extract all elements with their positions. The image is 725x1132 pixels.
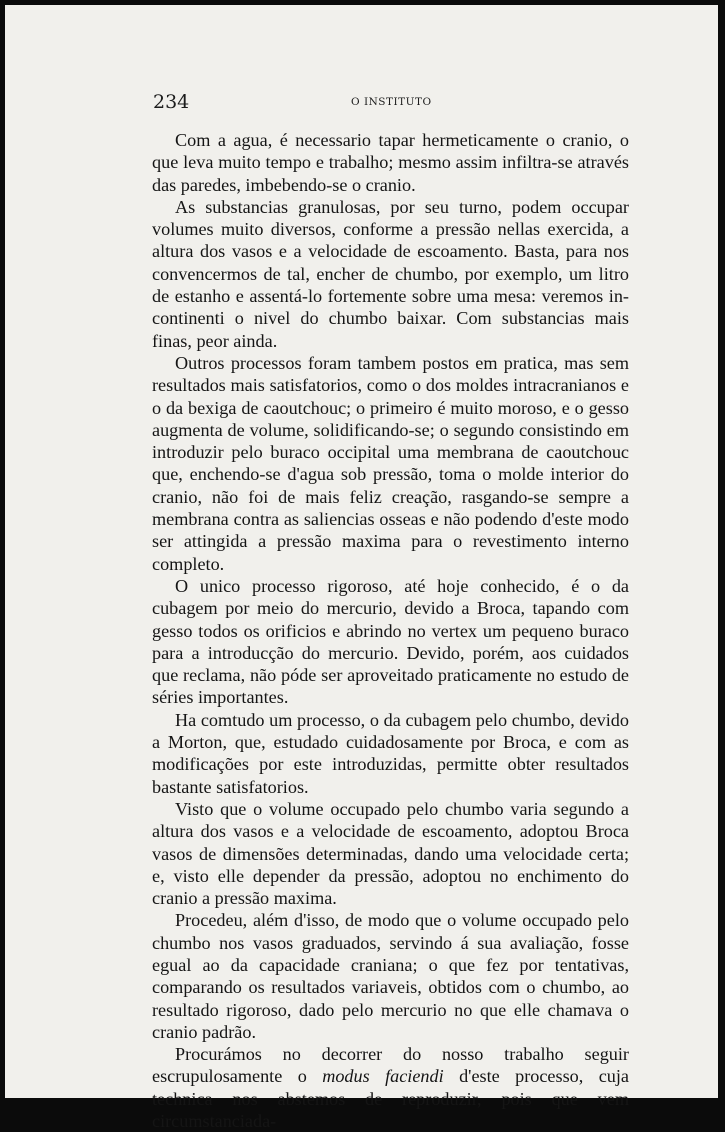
- page-number: 234: [153, 91, 190, 113]
- paragraph-8: [152, 1043, 629, 1132]
- paragraph-4: O unico processo rigoroso, até hoje conhecido, é o da cubagem por meio do mercurio, devido a Broca, tapando com gesso todos os orificios e abrindo no vertex um pequeno buraco para a introducção do mercurio. Devido, porém, aos cuidados que reclama, não póde ser aproveitado praticamente no estudo de séries importantes.: [152, 575, 629, 708]
- paragraph-8-end: d'este processo, cuja technica nos abstemos de reproduzir, pois que vem circumstanciada-: [152, 1066, 629, 1132]
- paragraph-3: Outros processos foram tambem postos em pratica, mas sem resultados mais satisfatorios, como o dos moldes intracranianos e o da bexiga de caoutchouc; o primeiro é muito moroso, e o gesso augmenta de volume, solidificando-se; o segundo consistindo em introduzir pelo buraco occipital uma membrana de caoutchouc que, enchendo-se d'agua sob pressão, toma o molde interior do cranio, não foi de mais feliz creação, rasgando-se sempre a membrana contra as saliencias osseas e não podendo d'este modo ser attingida a pressão maxima para o revestimento interno completo.: [152, 352, 629, 574]
- paragraph-5: Ha comtudo um processo, o da cubagem pelo chumbo, devido a Morton, que, estudado cuidadosamente por Broca, e com as modificações por este introduzidas, permitte obter resultados bastante satisfatorios.: [152, 709, 629, 797]
- book-page: [5, 5, 718, 1132]
- paragraph-7: Procedeu, além d'isso, de modo que o volume occupado pelo chumbo nos vasos graduados, servindo á sua avaliação, fosse egual ao da capacidade craniana; o que fez por tentativas, comparando os resultados variaveis, obtidos com o chumbo, ao resultado rigoroso, dado pelo mercurio no que elle chamava o cranio padrão.: [152, 910, 629, 1042]
- paragraph-8-start: Procurámos no decorrer do nosso trabalho seguir escrupulosamente o: [152, 1044, 629, 1087]
- italic-term: modus faciendi: [322, 1066, 444, 1087]
- page-header: [153, 91, 629, 115]
- paragraph-2: As substancias granulosas, por seu turno, podem occupar volumes muito diversos, conforme a pressão nellas exercida, a altura dos vasos e a velocidade de escoamento. Basta, para nos convencermos de tal, encher de chumbo, por exemplo, um litro de estanho e assentá-lo fortemente sobre uma mesa: veremos in-continenti o nivel do chumbo baixar. Com substancias mais finas, peor ainda.: [152, 196, 629, 351]
- paragraph-6: Visto que o volume occupado pelo chumbo varia segundo a altura dos vasos e a velocidade de escoamento, adoptou Broca vasos de dimensões determinadas, dando uma velocidade certa; e, visto elle depender da pressão, adoptou no enchimento do cranio a pressão maxima.: [152, 798, 629, 909]
- paragraph-1: Com a agua, é necessario tapar hermeticamente o cranio, o que leva muito tempo e trabalho; mesmo assim infiltra-se através das paredes, imbebendo-se o cranio.: [152, 130, 629, 195]
- body-text: [152, 129, 629, 1132]
- running-title: O INSTITUTO: [351, 96, 432, 108]
